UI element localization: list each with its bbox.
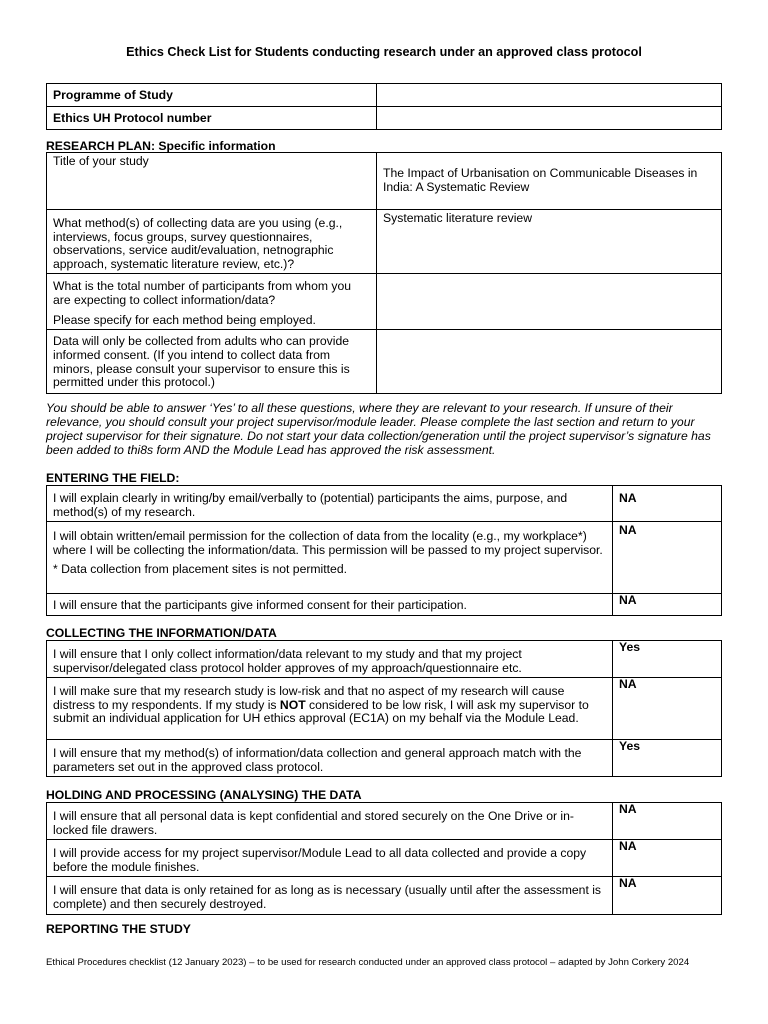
- study-title-answer[interactable]: The Impact of Urbanisation on Communicable Diseases in India: A Systematic Review: [377, 153, 722, 210]
- page-footer: Ethical Procedures checklist (12 January 2023) – to be used for research conducted under an approved class protocol – adapted by John Corkery 2024: [46, 957, 690, 968]
- entering-field-heading: ENTERING THE FIELD:: [46, 471, 180, 485]
- participants-question-cell: [47, 274, 377, 330]
- participants-answer[interactable]: [377, 274, 722, 330]
- confidential-answer[interactable]: NA: [613, 803, 722, 840]
- table-row: [47, 594, 722, 616]
- instructions-note: You should be able to answer ‘Yes’ to all these questions, where they are relevant to your research. If unsure of their relevance, you should consult your project supervisor/module leader. Please complete the last section and return to your project supervisor for their signature. Do not start your data collection/generation until the project supervisor’s signature has been added to thi8s form AND the Module Lead has approved the risk assessment.: [46, 401, 711, 457]
- retention-statement: I will ensure that data is only retained for as long as is necessary (usually until after the assessment is complete) and then securely destroyed.: [47, 877, 613, 914]
- table-row: [47, 210, 722, 274]
- participants-question: What is the total number of participants from whom you are expecting to collect information/data?: [53, 279, 352, 307]
- protocol-number-label: Ethics UH Protocol number: [47, 107, 377, 130]
- table-row: [47, 84, 722, 107]
- table-row: [47, 107, 722, 130]
- reporting-heading: REPORTING THE STUDY: [46, 922, 191, 936]
- consent-question: Data will only be collected from adults who can provide informed consent. (If you intend to collect data from minors, please consult your supervisor to ensure this is permitted under this protocol.): [47, 330, 377, 394]
- informed-consent-answer[interactable]: NA: [613, 594, 722, 616]
- low-risk-text-emphasis: NOT: [279, 697, 306, 712]
- table-row: [47, 740, 722, 777]
- relevant-data-answer[interactable]: Yes: [613, 641, 722, 678]
- table-row: [47, 678, 722, 740]
- permission-statement: I will obtain written/email permission for the collection of data from the locality (e.g., my workplace*) where I will be collecting the information/data. This permission will be passed to my project supervisor.: [53, 529, 603, 557]
- research-plan-table: [46, 152, 722, 394]
- permission-statement-cell: [47, 522, 613, 594]
- table-row: [47, 641, 722, 678]
- participants-question-extra: Please specify for each method being employed.: [53, 312, 316, 327]
- study-title-question: Title of your study: [47, 153, 377, 210]
- method-match-statement: I will ensure that my method(s) of information/data collection and general approach match with the parameters set out in the approved class protocol.: [47, 740, 613, 777]
- protocol-number-value[interactable]: [377, 107, 722, 130]
- document-title: Ethics Check List for Students conducting research under an approved class protocol: [126, 45, 642, 59]
- access-answer[interactable]: NA: [613, 840, 722, 877]
- table-row: [47, 486, 722, 522]
- confidential-statement: I will ensure that all personal data is kept confidential and stored securely on the One Drive or in-locked file drawers.: [47, 803, 613, 840]
- informed-consent-statement: I will ensure that the participants give informed consent for their participation.: [47, 594, 613, 616]
- programme-value[interactable]: [377, 84, 722, 107]
- table-row: [47, 330, 722, 394]
- collecting-heading: COLLECTING THE INFORMATION/DATA: [46, 626, 277, 640]
- table-row: [47, 840, 722, 877]
- consent-answer[interactable]: [377, 330, 722, 394]
- holding-table: [46, 802, 722, 915]
- collecting-table: [46, 640, 722, 777]
- methods-question: What method(s) of collecting data are you using (e.g., interviews, focus groups, survey questionnaires, observations, service audit/evaluation, netnographic approach, systematic literature review, etc.)?: [47, 210, 377, 274]
- permission-answer[interactable]: NA: [613, 522, 722, 594]
- explain-aims-answer[interactable]: NA: [613, 486, 722, 522]
- methods-answer[interactable]: Systematic literature review: [377, 210, 722, 274]
- table-row: [47, 274, 722, 330]
- programme-table: [46, 83, 722, 130]
- low-risk-text-before: I will make sure that my research study is low-risk and that no aspect of my research will cause distress to my respondents. If my study is: [53, 684, 565, 712]
- low-risk-statement: [47, 678, 613, 740]
- relevant-data-statement: I will ensure that I only collect information/data relevant to my study and that my project supervisor/delegated class protocol holder approves of my approach/questionnaire etc.: [47, 641, 613, 678]
- explain-aims-statement: I will explain clearly in writing/by email/verbally to (potential) participants the aims, purpose, and method(s) of my research.: [47, 486, 613, 522]
- access-statement: I will provide access for my project supervisor/Module Lead to all data collected and provide a copy before the module finishes.: [47, 840, 613, 877]
- retention-answer[interactable]: NA: [613, 877, 722, 914]
- programme-label: Programme of Study: [47, 84, 377, 107]
- table-row: [47, 522, 722, 594]
- placement-note: * Data collection from placement sites is not permitted.: [53, 562, 347, 577]
- holding-heading: HOLDING AND PROCESSING (ANALYSING) THE DATA: [46, 788, 362, 802]
- table-row: [47, 153, 722, 210]
- entering-field-table: [46, 485, 722, 616]
- research-plan-heading: RESEARCH PLAN: Specific information: [46, 139, 276, 153]
- method-match-answer[interactable]: Yes: [613, 740, 722, 777]
- table-row: [47, 877, 722, 914]
- low-risk-text-after: considered to be low risk, I will ask my supervisor to submit an individual application for UH ethics approval (EC1A) on my behalf via the Module Lead.: [53, 697, 589, 726]
- table-row: [47, 803, 722, 840]
- low-risk-answer[interactable]: NA: [613, 678, 722, 740]
